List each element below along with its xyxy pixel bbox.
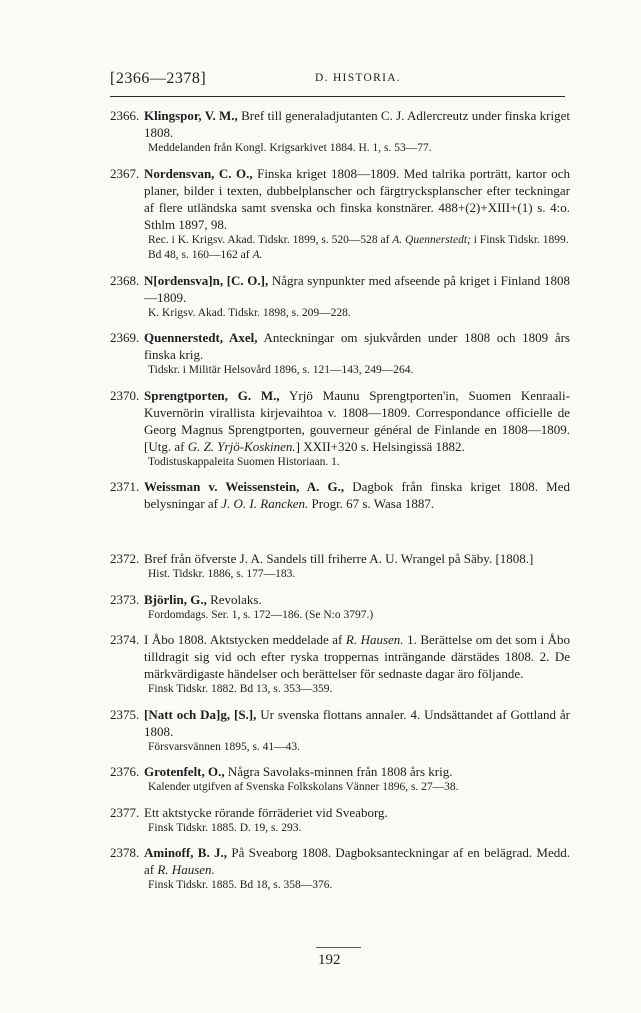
- entry-2375: [110, 706, 570, 756]
- entry-author: Weissman v. Weissenstein, A. G.,: [144, 479, 345, 494]
- entry-2372: [110, 550, 570, 583]
- entry-title-end: 1. Berättelse om det som i Åbo tilldragit sig vid och efter ryska troppernas inträngande därstädes 1808. 2. De märkvärdigaste händelser och berättelser för sednaste dagar äro följande.: [144, 632, 570, 681]
- section-title: D. HISTORIA.: [315, 72, 401, 84]
- entry-number: 2373.: [110, 591, 140, 607]
- entry-title: Ett aktstycke rörande förräderiet vid Sveaborg.: [144, 804, 388, 820]
- entry-author: Nordensvan, C. O.,: [144, 165, 253, 181]
- entry-number: 2366.: [110, 108, 140, 123]
- entry-title: På Sveaborg 1808. Dagboksanteckningar af en belägrad. Medd. af: [144, 845, 570, 877]
- reviewer-name: A.: [252, 249, 263, 261]
- entry-title: Yrjö Maunu Sprengtporten'in, Suomen Kenraali-Kuvernörin virallista kirjevaihtoa v. 1808—1809. Correspondance officielle de Georg Magnus Sprengtporten, gouverneur général de Finlande en 1808—1809. [Utg. af: [144, 387, 570, 454]
- entry-title: I Åbo 1808. Aktstycken meddelade af: [144, 632, 346, 647]
- entry-title: Revolaks.: [206, 591, 262, 607]
- review-text: Rec. i K. Krigsv. Akad. Tidskr. 1899, s. 520—528 af: [148, 233, 393, 246]
- entry-title: Bref från öfverste J. A. Sandels till friherre A. U. Wrangel på Säby. [1808.]: [144, 551, 534, 566]
- entry-source: Tidskr. i Militär Helsovård 1896, s. 121—143, 249—264.: [148, 364, 414, 376]
- reviewer-name: A. Quennerstedt;: [392, 233, 471, 246]
- entry-number: 2377.: [110, 804, 140, 820]
- entry-source: Todistuskappaleita Suomen Historiaan. 1.: [148, 455, 340, 468]
- entry-editor: G. Z. Yrjö-Koskinen.: [187, 438, 296, 454]
- entry-title: Finska kriget 1808—1809. Med talrika porträtt, kartor och planer, bilder i texten, dubbelplanscher och färgtrycksplanscher efter teckningar af flere utländska samt svenska och finska konstnärer. 488+(2)+XIII+(1) s. 4:o. Sthlm 1897, 98.: [144, 165, 570, 232]
- entry-author: Quennerstedt, Axel,: [144, 330, 258, 345]
- entry-number: 2368.: [110, 272, 140, 288]
- entry-number: 2369.: [110, 330, 140, 345]
- section-gap: [110, 520, 570, 550]
- entry-source: Kalender utgifven af Svenska Folkskolans Vänner 1896, s. 27—38.: [148, 781, 459, 793]
- entry-source: Finsk Tidskr. 1882. Bd 13, s. 353—359.: [148, 683, 333, 695]
- running-header: [110, 70, 565, 90]
- entry-author: Björlin, G.,: [144, 591, 207, 607]
- entry-range: [2366—2378]: [110, 70, 207, 87]
- entry-title: Några synpunkter med afseende på kriget i Finland 1808—1809.: [144, 272, 570, 305]
- header-rule: [110, 96, 565, 97]
- entry-author: Grotenfelt, O.,: [144, 764, 225, 779]
- entry-author: Aminoff, B. J.,: [144, 845, 228, 860]
- entry-title-end: ] XXII+320 s. Helsingissä 1882.: [295, 438, 465, 454]
- entry-author: N[ordensva]n, [C. O.],: [144, 272, 269, 288]
- entry-source: Försvarsvännen 1895, s. 41—43.: [148, 740, 301, 753]
- entry-2371: [110, 478, 570, 512]
- entry-review: [144, 233, 570, 264]
- entry-editor: J. O. I. Rancken.: [221, 496, 309, 511]
- entry-author: Sprengtporten, G. M.,: [144, 387, 280, 403]
- entry-editor: R. Hausen.: [345, 632, 404, 647]
- entry-title: Dagbok från finska kriget 1808. Med belysningar af: [144, 479, 570, 511]
- page-number: 192: [318, 952, 341, 968]
- entry-author: [Natt och Da]g, [S.],: [144, 706, 257, 722]
- entry-2368: [110, 272, 570, 322]
- entry-2367: [110, 165, 570, 264]
- bibliography-list: [110, 107, 570, 902]
- entry-number: 2370.: [110, 387, 140, 403]
- entry-title-end: Progr. 67 s. Wasa 1887.: [308, 496, 435, 511]
- entry-title: Bref till generaladjutanten C. J. Adlercreutz under finska kriget 1808.: [144, 108, 570, 140]
- entry-number: 2367.: [110, 165, 140, 181]
- entry-source: Hist. Tidskr. 1886, s. 177—183.: [148, 568, 296, 580]
- entry-title: Anteckningar om sjukvården under 1808 och 1809 års finska krig.: [144, 330, 570, 362]
- review-text: i Finsk Tidskr. 1899. Bd 48, s. 160—162 af: [148, 233, 569, 261]
- entry-number: 2375.: [110, 706, 140, 722]
- entry-source: Finsk Tidskr. 1885. Bd 18, s. 358—376.: [148, 879, 333, 891]
- entry-number: 2372.: [110, 551, 140, 566]
- entry-2373: [110, 591, 570, 624]
- entry-source: Fordomdags. Ser. 1, s. 172—186. (Se N:o 3797.): [148, 608, 374, 621]
- entry-2377: [110, 804, 570, 837]
- entry-number: 2378.: [110, 845, 140, 860]
- entry-2378: [110, 844, 570, 894]
- entry-author: Klingspor, V. M.,: [144, 108, 238, 123]
- entry-number: 2374.: [110, 632, 140, 647]
- entry-title: Några Savolaks-minnen från 1808 års krig.: [224, 764, 453, 779]
- entry-number: 2376.: [110, 764, 140, 779]
- folio-rule: [316, 947, 361, 948]
- entry-2370: [110, 387, 570, 471]
- entry-number: 2371.: [110, 479, 140, 494]
- entry-2374: [110, 631, 570, 698]
- entry-source: Meddelanden från Kongl. Krigsarkivet 1884. H. 1, s. 53—77.: [148, 142, 432, 154]
- entry-2369: [110, 329, 570, 379]
- entry-source: K. Krigsv. Akad. Tidskr. 1898, s. 209—228.: [148, 306, 351, 319]
- entry-2366: [110, 107, 570, 157]
- entry-source: Finsk Tidskr. 1885. D. 19, s. 293.: [148, 821, 302, 834]
- entry-title: Ur svenska flottans annaler. 4. Undsättandet af Gottland år 1808.: [144, 706, 571, 739]
- entry-editor: R. Hausen.: [157, 862, 215, 877]
- entry-2376: [110, 763, 570, 796]
